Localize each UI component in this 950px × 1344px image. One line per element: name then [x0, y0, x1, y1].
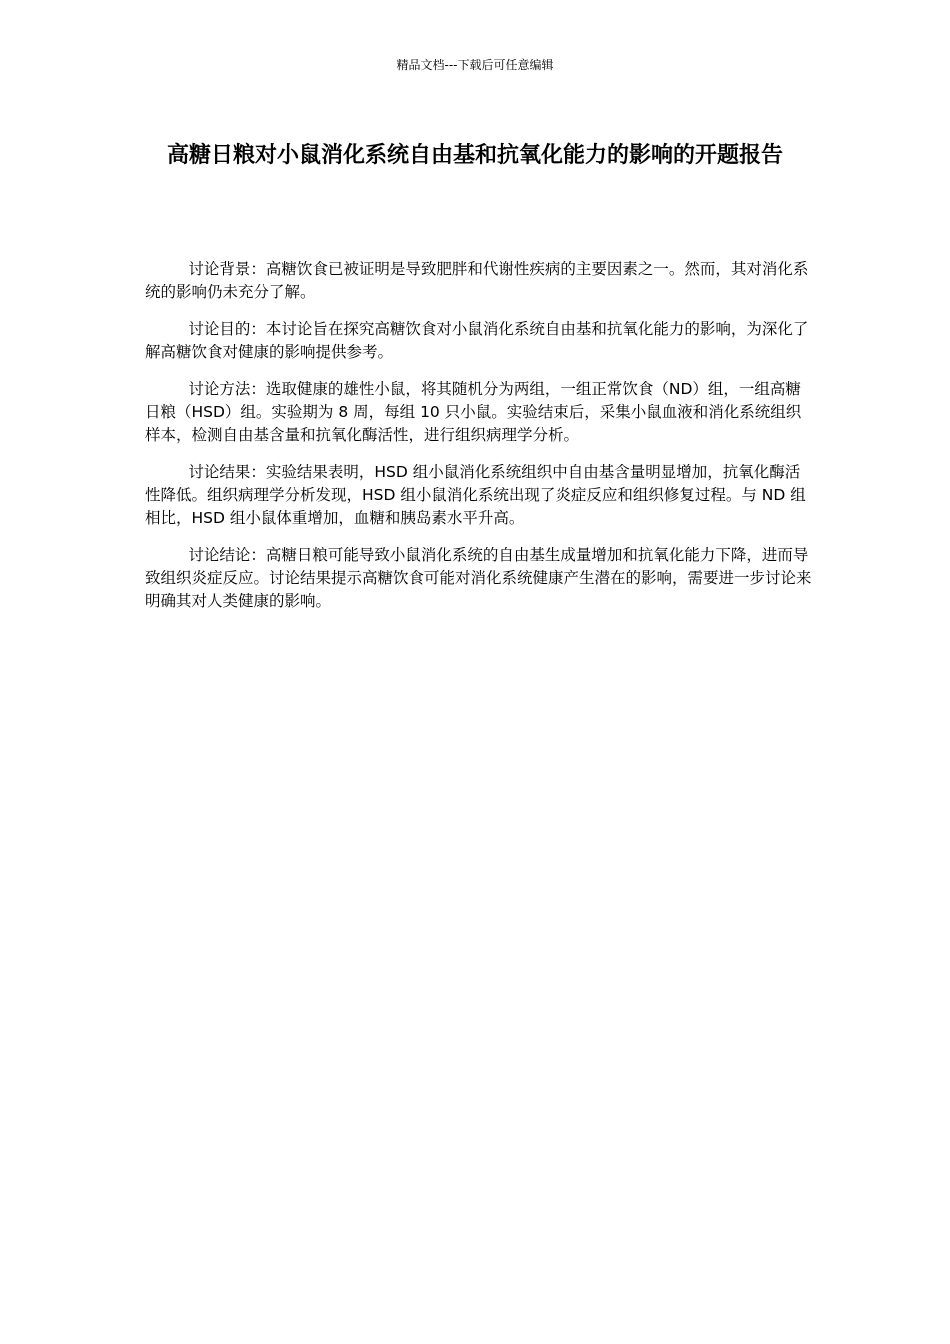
- document-title: 高糖日粮对小鼠消化系统自由基和抗氧化能力的影响的开题报告: [166, 143, 783, 168]
- page-header: 精品文档---下载后可任意编辑: [396, 58, 554, 72]
- paragraph-conclusion: 讨论结论：高糖日粮可能导致小鼠消化系统的自由基生成量增加和抗氧化能力下降，进而导致组织炎症反应。讨论结果提示高糖饮食可能对消化系统健康产生潜在的影响，需要进一步讨论来明确其对人类健康的影响。: [145, 546, 812, 610]
- paragraph-background: 讨论背景：高糖饮食已被证明是导致肥胖和代谢性疾病的主要因素之一。然而，其对消化系统的影响仍未充分了解。: [145, 260, 809, 301]
- paragraph-method: 讨论方法：选取健康的雄性小鼠，将其随机分为两组，一组正常饮食（ND）组，一组高糖日粮（HSD）组。实验期为 8 周，每组 10 只小鼠。实验结束后，采集小鼠血液和消化系统组织样本，检测自由基含量和抗氧化酶活性，进行组织病理学分析。: [145, 380, 802, 444]
- document-body: [145, 258, 813, 627]
- paragraph-results: 讨论结果：实验结果表明，HSD 组小鼠消化系统组织中自由基含量明显增加，抗氧化酶活性降低。组织病理学分析发现，HSD 组小鼠消化系统出现了炎症反应和组织修复过程。与 ND 组相比，HSD 组小鼠体重增加，血糖和胰岛素水平升高。: [145, 463, 806, 527]
- paragraph-purpose: 讨论目的：本讨论旨在探究高糖饮食对小鼠消化系统自由基和抗氧化能力的影响，为深化了解高糖饮食对健康的影响提供参考。: [145, 320, 809, 361]
